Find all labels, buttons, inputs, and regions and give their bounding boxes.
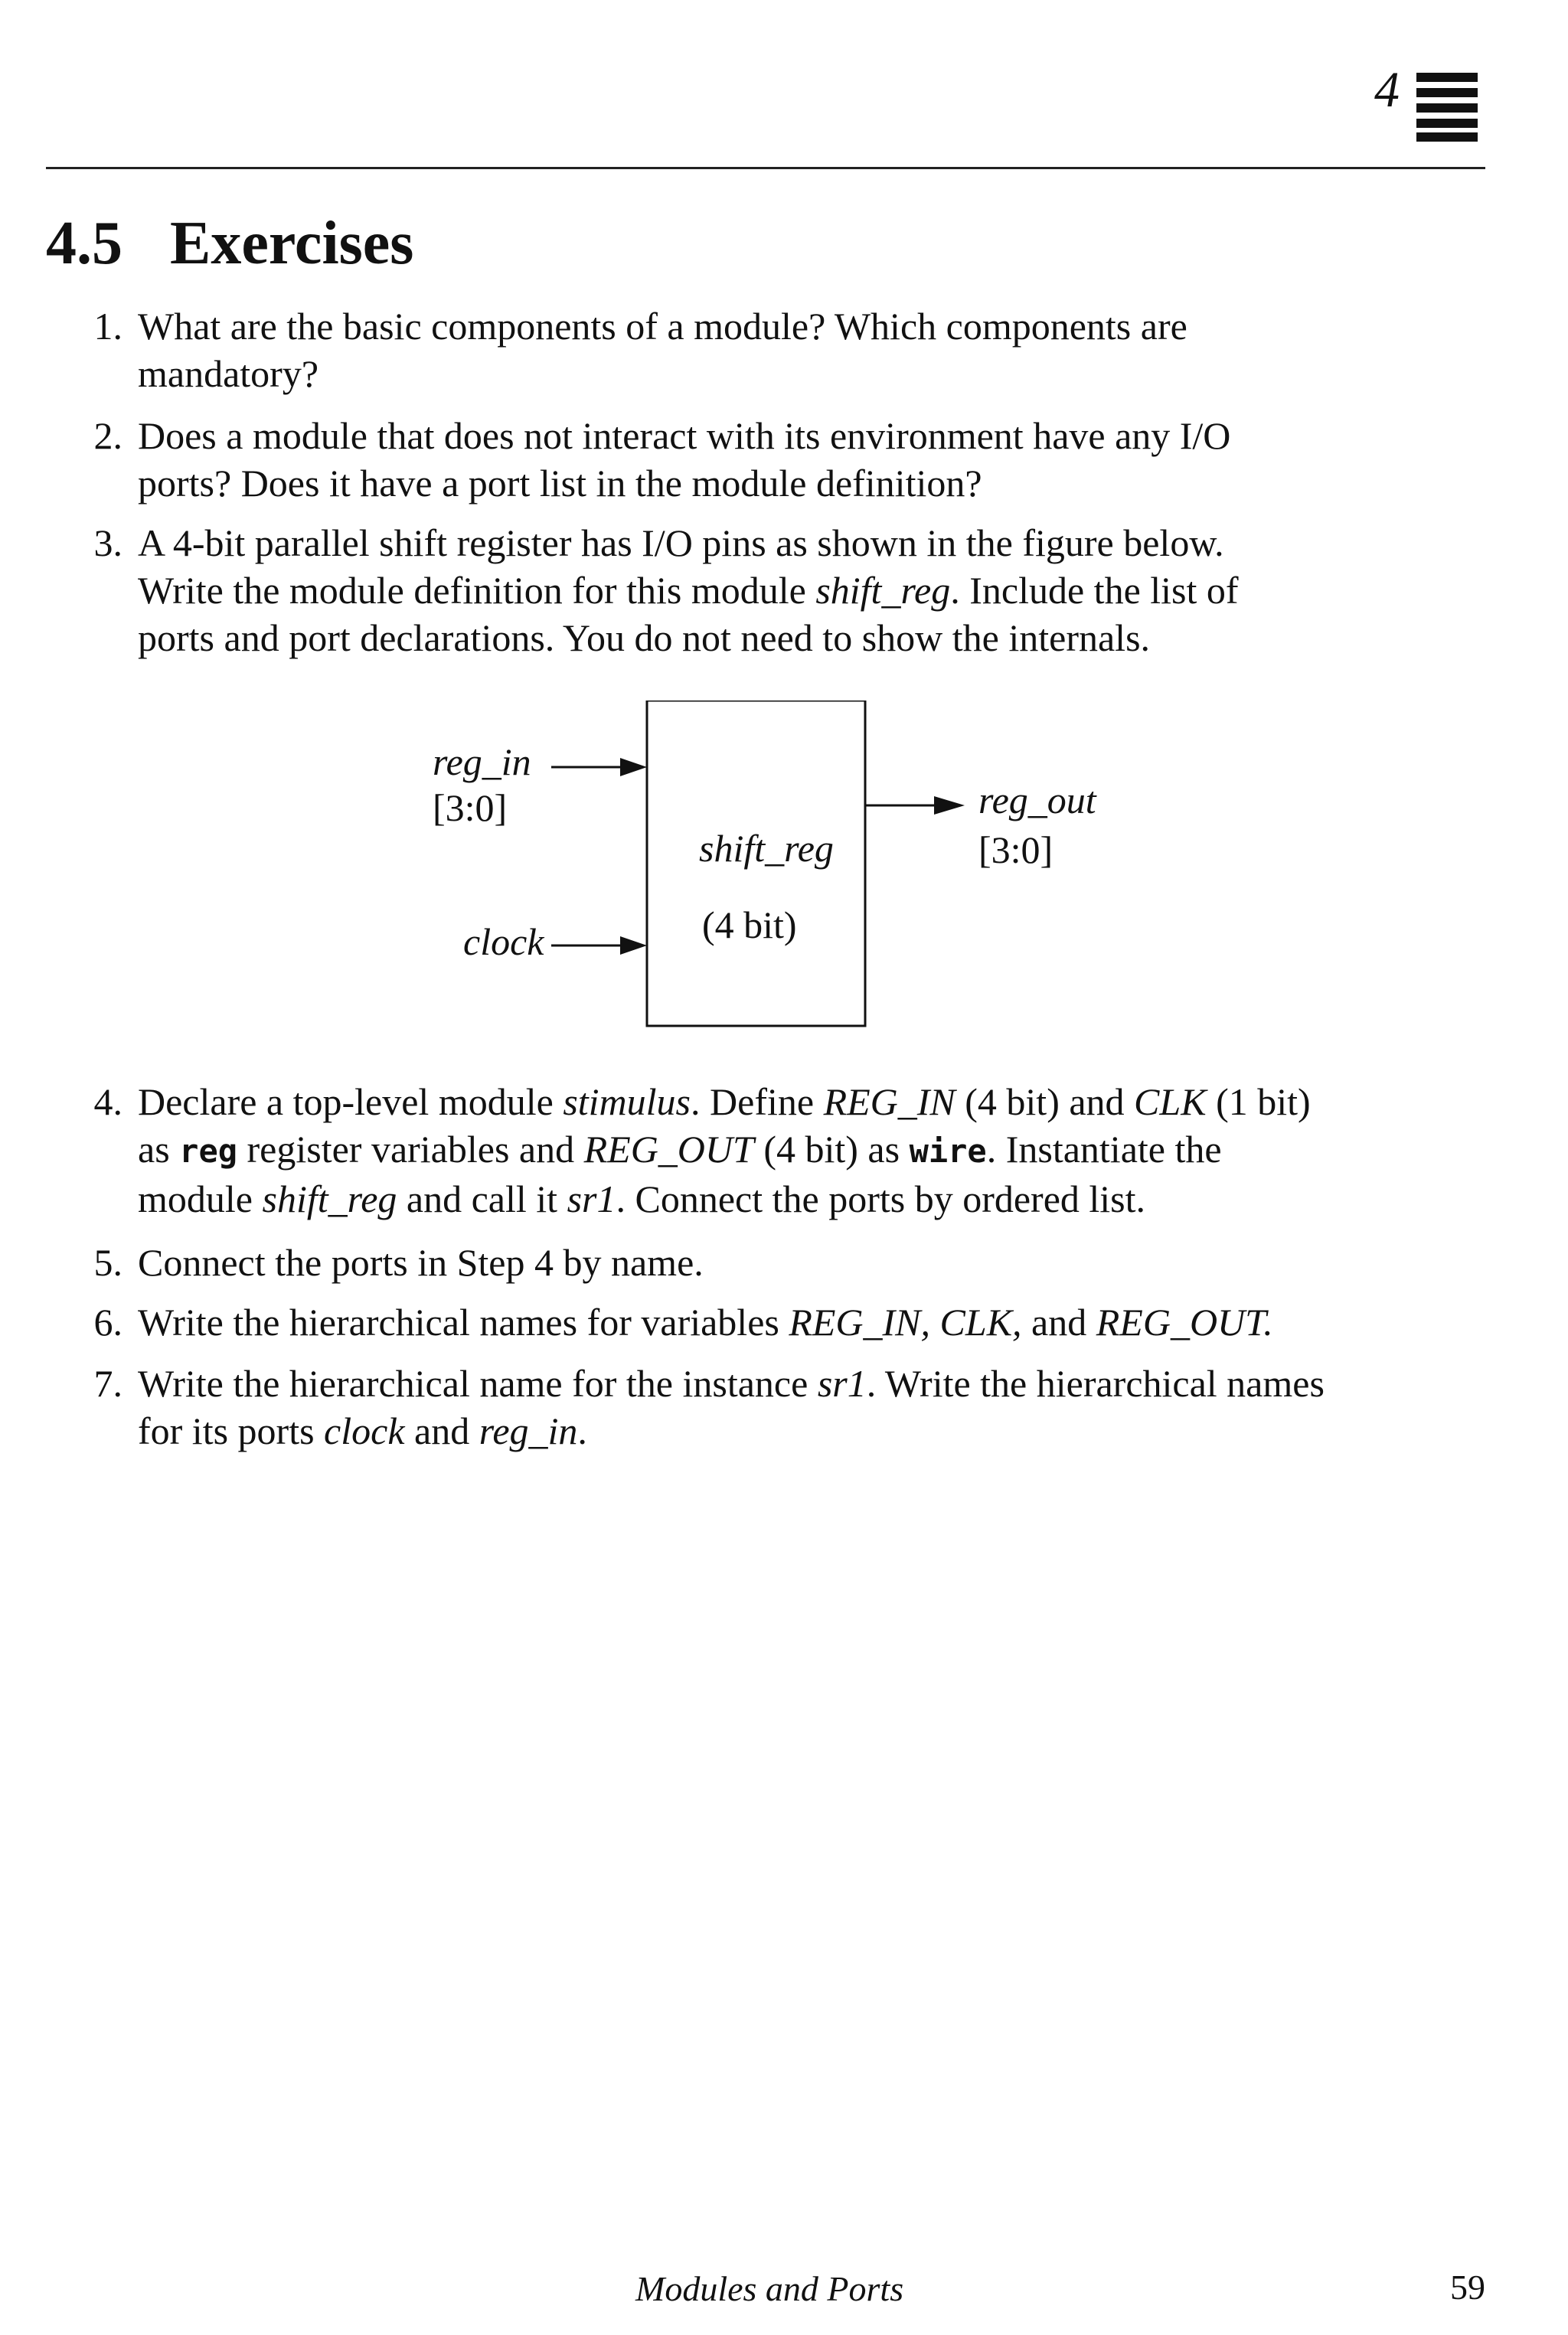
exercise-number: 3. <box>93 521 122 564</box>
exercise-number: 4. <box>93 1080 122 1123</box>
exercise-number: 5. <box>93 1241 122 1284</box>
exercise-text: Write the hierarchical names for variables REG_IN, CLK, and REG_OUT. <box>138 1301 1273 1344</box>
reg-out-arrowhead <box>934 796 965 815</box>
exercise-text: Connect the ports in Step 4 by name. <box>138 1241 704 1284</box>
page-number: 59 <box>1450 2268 1485 2307</box>
section-title: Exercises <box>170 210 414 277</box>
reg-out-range: [3:0] <box>978 828 1054 871</box>
module-width-label: (4 bit) <box>702 903 797 946</box>
exercise-item <box>69 1298 1501 1346</box>
exercise-item <box>69 1360 1501 1455</box>
exercise-item <box>69 1078 1501 1223</box>
exercise-number: 6. <box>93 1301 122 1344</box>
code-keyword: wire <box>909 1132 987 1170</box>
exercise-item <box>69 519 1501 661</box>
clock-arrowhead <box>620 936 647 955</box>
exercise-item <box>69 302 1501 397</box>
header-rule <box>46 167 1485 169</box>
section-number: 4.5 <box>46 210 122 277</box>
exercise-item <box>69 1239 1501 1286</box>
exercise-text: What are the basic components of a module? Which components are mandatory? <box>138 305 1187 395</box>
exercise-number: 7. <box>93 1362 122 1405</box>
section-heading <box>46 205 413 282</box>
exercise-number: 2. <box>93 414 122 457</box>
module-name-label: shift_reg <box>699 827 834 870</box>
exercise-text: A 4-bit parallel shift register has I/O pins as shown in the figure below. Write the module definition for this module shift_reg. Include the list of ports and port declarations. You do not need to show the internals. <box>138 521 1239 659</box>
chapter-tab-marker <box>1416 73 1478 142</box>
exercise-text: Write the hierarchical name for the instance sr1. Write the hierarchical names for its ports clock and reg_in. <box>138 1362 1325 1452</box>
reg-out-label: reg_out <box>978 779 1096 821</box>
code-keyword: reg <box>179 1132 238 1170</box>
clock-label: clock <box>463 920 544 963</box>
reg-in-label: reg_in <box>433 740 531 783</box>
exercise-text: Does a module that does not interact with its environment have any I/O ports? Does it have a port list in the module definition? <box>138 414 1231 505</box>
reg-in-range: [3:0] <box>433 786 508 829</box>
exercise-number: 1. <box>93 305 122 348</box>
shift-register-diagram <box>398 700 1164 1037</box>
chapter-number: 4 <box>1374 62 1400 118</box>
exercise-text: Declare a top-level module stimulus. Define REG_IN (4 bit) and CLK (1 bit) as reg register variables and REG_OUT (4 bit) as wire. Instantiate the module shift_reg and call it sr1. Connect the ports by ordered list. <box>138 1080 1311 1220</box>
reg-in-arrowhead <box>620 758 647 776</box>
running-footer-title: Modules and Ports <box>635 2269 904 2308</box>
exercise-item <box>69 412 1501 507</box>
